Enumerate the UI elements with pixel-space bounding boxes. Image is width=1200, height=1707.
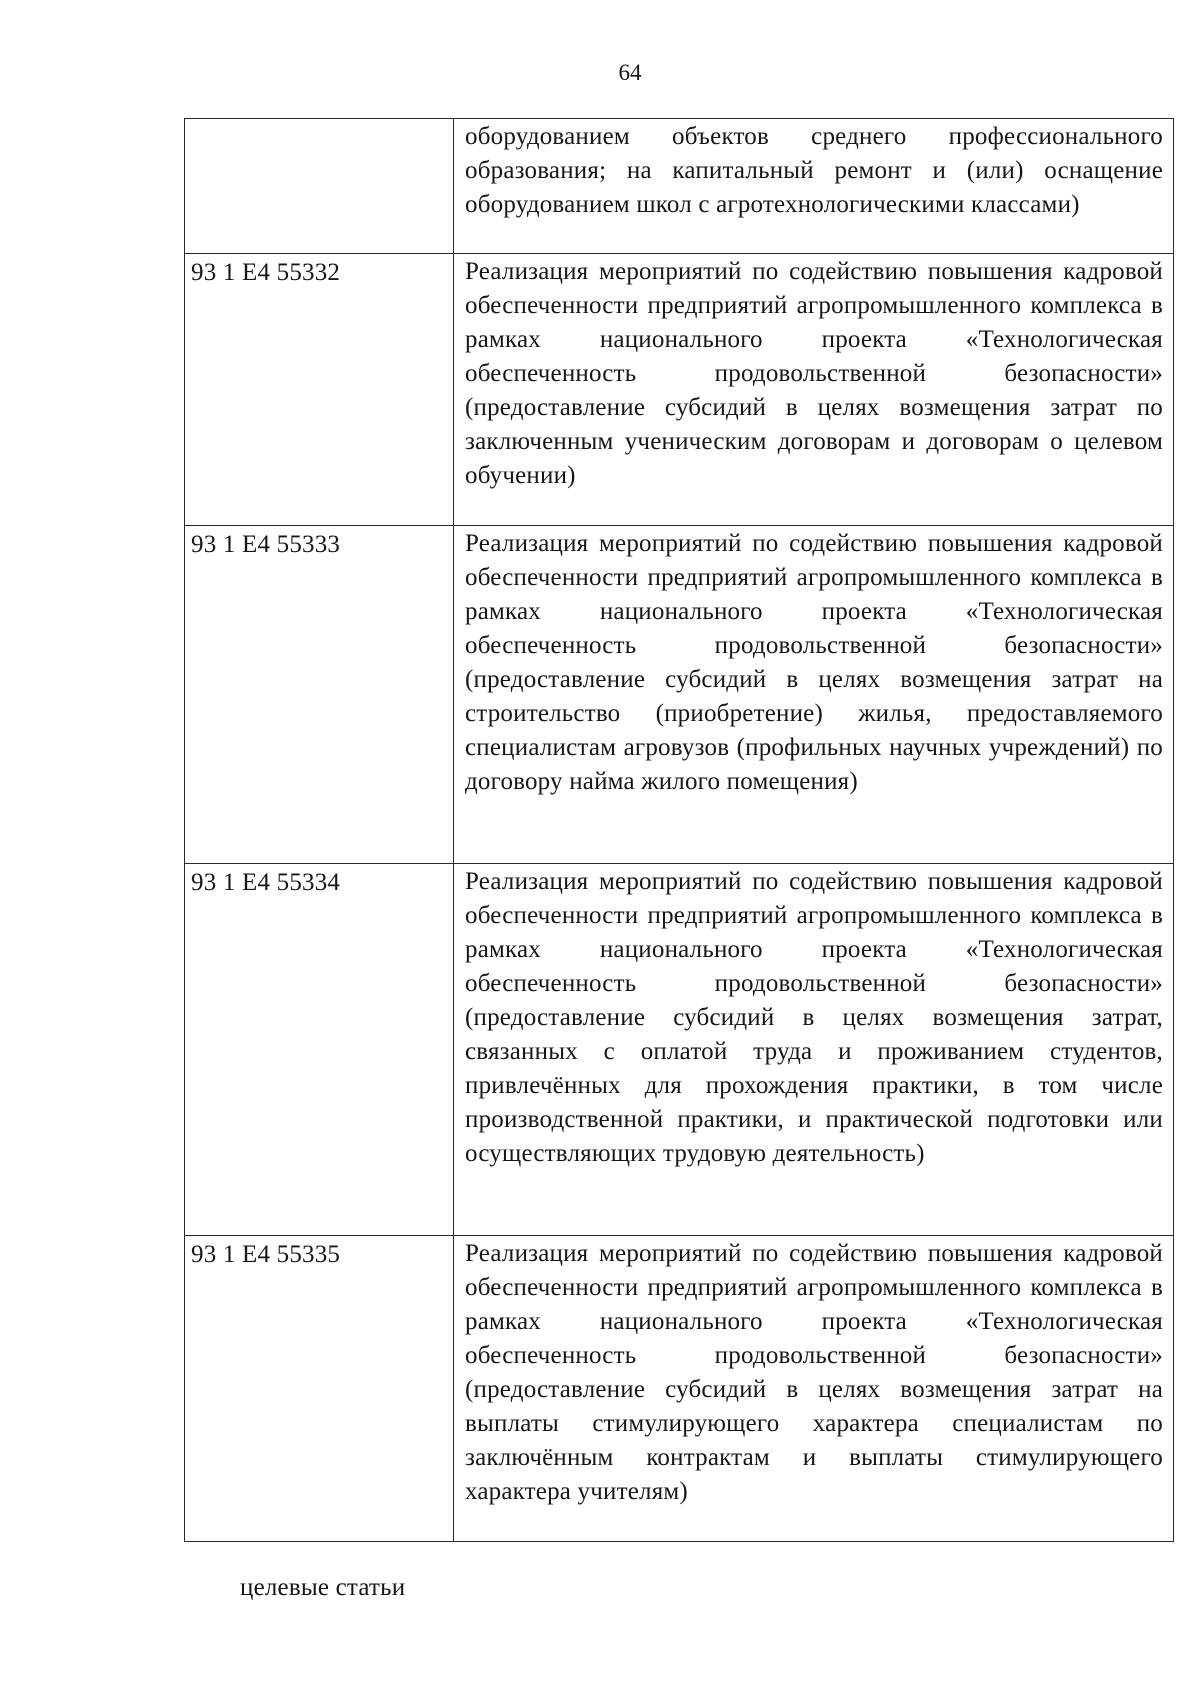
code-cell: 93 1 Е4 55334 xyxy=(185,864,454,1236)
description-cell: Реализация мероприятий по содействию повышения кадровой обеспеченности предприятий агропромышленного комплекса в рамках национального проекта «Технологическая обеспеченность продовольственной безопасности» (предоставление субсидий в целях возмещения затрат, связанных с оплатой труда и проживанием студентов, привлечённых для прохождения практики, в том числе производственной практики, и практической подготовки или осуществляющих трудовую деятельность) xyxy=(454,864,1174,1236)
description-cell: оборудованием объектов среднего профессионального образования; на капитальный ремонт и (или) оснащение оборудованием школ с агротехнологическими классами) xyxy=(454,119,1174,254)
page-number: 64 xyxy=(618,60,642,85)
code-cell: 93 1 Е4 55333 xyxy=(185,526,454,864)
table-row xyxy=(185,864,1174,1236)
code-cell: 93 1 Е4 55332 xyxy=(185,254,454,526)
table-row xyxy=(185,254,1174,526)
table-row xyxy=(185,119,1174,254)
table-row xyxy=(185,1236,1174,1542)
code-cell: 93 1 Е4 55335 xyxy=(185,1236,454,1542)
code-cell xyxy=(185,119,454,254)
budget-codes-table xyxy=(184,118,1174,1542)
description-cell: Реализация мероприятий по содействию повышения кадровой обеспеченности предприятий агропромышленного комплекса в рамках национального проекта «Технологическая обеспеченность продовольственной безопасности» (предоставление субсидий в целях возмещения затрат на строительство (приобретение) жилья, предоставляемого специалистам агровузов (профильных научных учреждений) по договору найма жилого помещения) xyxy=(454,526,1174,864)
description-cell: Реализация мероприятий по содействию повышения кадровой обеспеченности предприятий агропромышленного комплекса в рамках национального проекта «Технологическая обеспеченность продовольственной безопасности» (предоставление субсидий в целях возмещения затрат на выплаты стимулирующего характера специалистам по заключённым контрактам и выплаты стимулирующего характера учителям) xyxy=(454,1236,1174,1542)
table-row xyxy=(185,526,1174,864)
description-cell: Реализация мероприятий по содействию повышения кадровой обеспеченности предприятий агропромышленного комплекса в рамках национального проекта «Технологическая обеспеченность продовольственной безопасности» (предоставление субсидий в целях возмещения затрат по заключенным ученическим договорам и договорам о целевом обучении) xyxy=(454,254,1174,526)
footer-note: целевые статьи xyxy=(240,1574,406,1601)
